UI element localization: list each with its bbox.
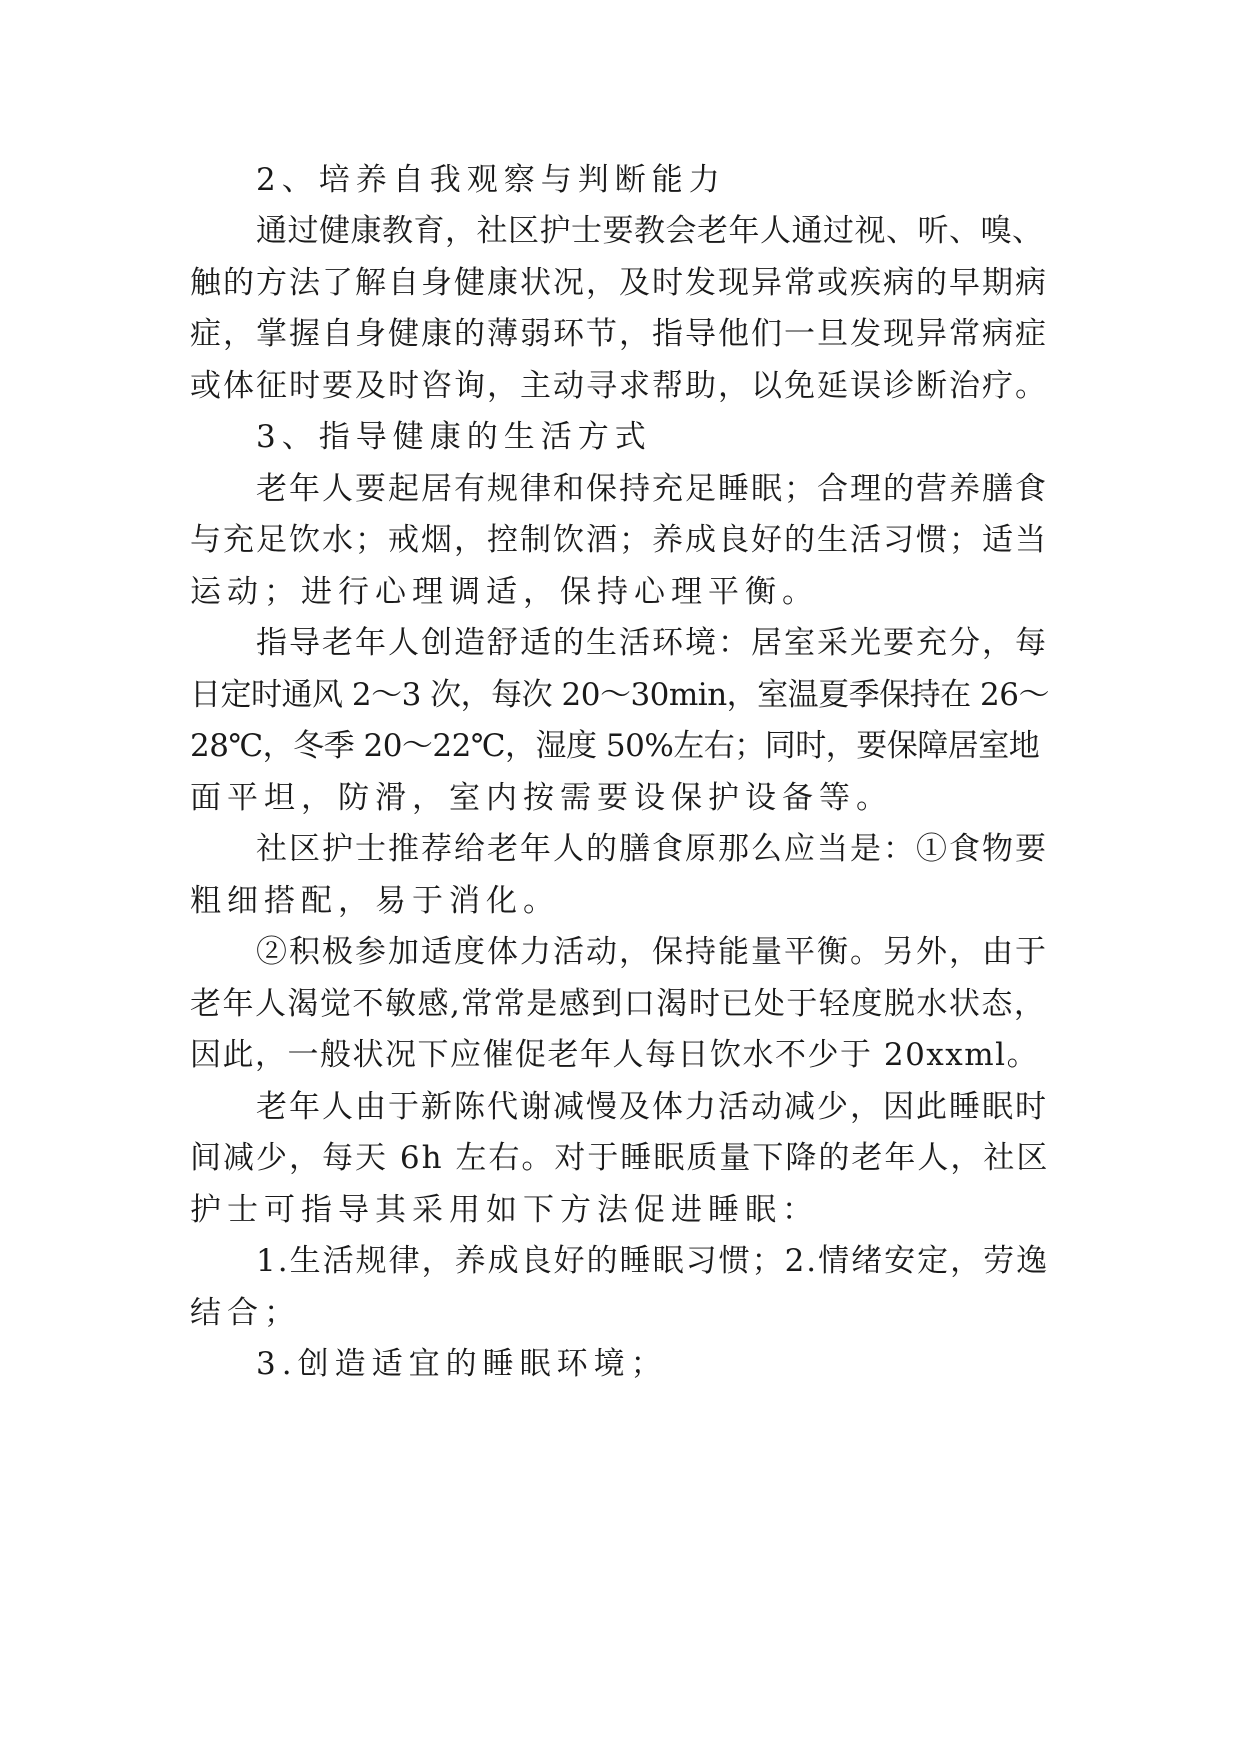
paragraph-line: 护士可指导其采用如下方法促进睡眠：	[190, 1192, 819, 1228]
paragraph-line: 老年人要起居有规律和保持充足睡眠；合理的营养膳食	[256, 471, 1048, 507]
list-item: 1.生活规律，养成良好的睡眠习惯；2.情绪安定，劳逸	[256, 1243, 1050, 1279]
paragraph-line: 因此，一般状况下应催促老年人每日饮水不少于 20xxml。	[190, 1037, 1040, 1073]
list-item: 3.创造适宜的睡眠环境；	[256, 1346, 668, 1382]
paragraph-line: 症，掌握自身健康的薄弱环节，指导他们一旦发现异常病症	[190, 316, 1048, 352]
list-item-continuation: 结合；	[190, 1295, 301, 1331]
paragraph-line: 指导老年人创造舒适的生活环境：居室采光要充分，每	[256, 625, 1048, 661]
paragraph-line: 面平坦，防滑，室内按需要设保护设备等。	[190, 780, 893, 816]
paragraph-line: 与充足饮水；戒烟，控制饮酒；养成良好的生活习惯；适当	[190, 522, 1048, 558]
paragraph-line: 运动；进行心理调适，保持心理平衡。	[190, 574, 819, 610]
paragraph-line: 间减少，每天 6h 左右。对于睡眠质量下降的老年人，社区	[190, 1140, 1050, 1176]
paragraph-line: 老年人由于新陈代谢减慢及体力活动减少，因此睡眠时	[256, 1089, 1048, 1125]
paragraph-line: 粗细搭配，易于消化。	[190, 883, 560, 919]
section-heading-lifestyle: 3、指导健康的生活方式	[256, 419, 652, 455]
paragraph-line: 通过健康教育，社区护士要教会老年人通过视、听、嗅、	[256, 213, 1044, 249]
paragraph-line: 老年人渴觉不敏感,常常是感到口渴时已处于轻度脱水状态，	[190, 986, 1047, 1022]
paragraph-line: 或体征时要及时咨询，主动寻求帮助，以免延误诊断治疗。	[190, 368, 1048, 404]
paragraph-line: 28℃，冬季 20～22℃，湿度 50%左右；同时，要保障居室地	[190, 728, 1040, 764]
paragraph-line: 日定时通风 2～3 次，每次 20～30min，室温夏季保持在 26～	[190, 677, 1049, 713]
paragraph-line: 社区护士推荐给老年人的膳食原那么应当是：①食物要	[256, 831, 1048, 867]
paragraph-line: 触的方法了解自身健康状况，及时发现异常或疾病的早期病	[190, 265, 1048, 301]
section-heading-self-observation: 2、培养自我观察与判断能力	[256, 162, 726, 198]
paragraph-line: ②积极参加适度体力活动，保持能量平衡。另外，由于	[256, 934, 1048, 970]
